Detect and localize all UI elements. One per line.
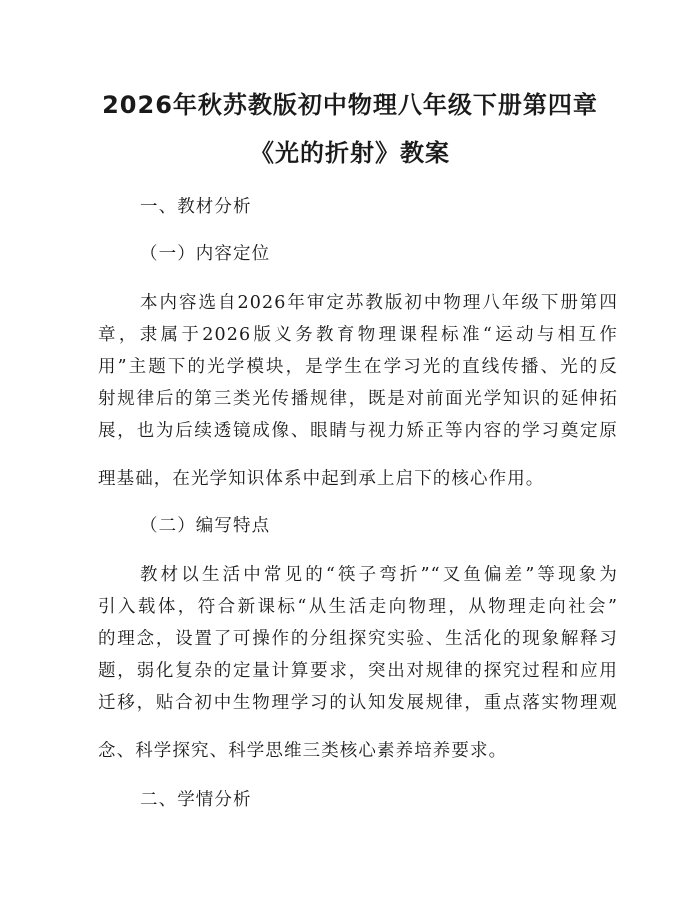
- section-heading-student-analysis: 二、学情分析: [140, 790, 252, 810]
- paragraph-line: 章，隶属于2026版义务教育物理课程标准“运动与相互作: [98, 325, 618, 345]
- paragraph-line: 的理念，设置了可操作的分组探究实验、生活化的现象解释习: [98, 629, 618, 649]
- paragraph-line: 题，弱化复杂的定量计算要求，突出对规律的探究过程和应用: [98, 661, 618, 681]
- paragraph-line: 展，也为后续透镜成像、眼睛与视力矫正等内容的学习奠定原: [98, 421, 618, 441]
- paragraph-line: 迁移，贴合初中生物理学习的认知发展规律，重点落实物理观: [98, 693, 618, 713]
- document-title-line-2: 《光的折射》教案: [250, 139, 450, 167]
- section-heading-materials-analysis: 一、教材分析: [140, 197, 252, 217]
- paragraph-line: 本内容选自2026年审定苏教版初中物理八年级下册第四: [140, 293, 618, 313]
- paragraph-line: 理基础，在光学知识体系中起到承上启下的核心作用。: [98, 469, 545, 489]
- document-title-line-1: 2026年秋苏教版初中物理八年级下册第四章: [102, 91, 598, 119]
- paragraph-line: 念、科学探究、科学思维三类核心素养培养要求。: [98, 741, 508, 761]
- paragraph-line: 引入载体，符合新课标“从生活走向物理，从物理走向社会”: [98, 597, 618, 617]
- subsection-heading-writing-features: （二）编写特点: [140, 516, 271, 536]
- paragraph-line: 用”主题下的光学模块，是学生在学习光的直线传播、光的反: [98, 357, 618, 377]
- paragraph-line: 射规律后的第三类光传播规律，既是对前面光学知识的延伸拓: [98, 389, 618, 409]
- paragraph-line: 教材以生活中常见的“筷子弯折”“叉鱼偏差”等现象为: [140, 565, 618, 585]
- subsection-heading-content-positioning: （一）内容定位: [140, 244, 271, 264]
